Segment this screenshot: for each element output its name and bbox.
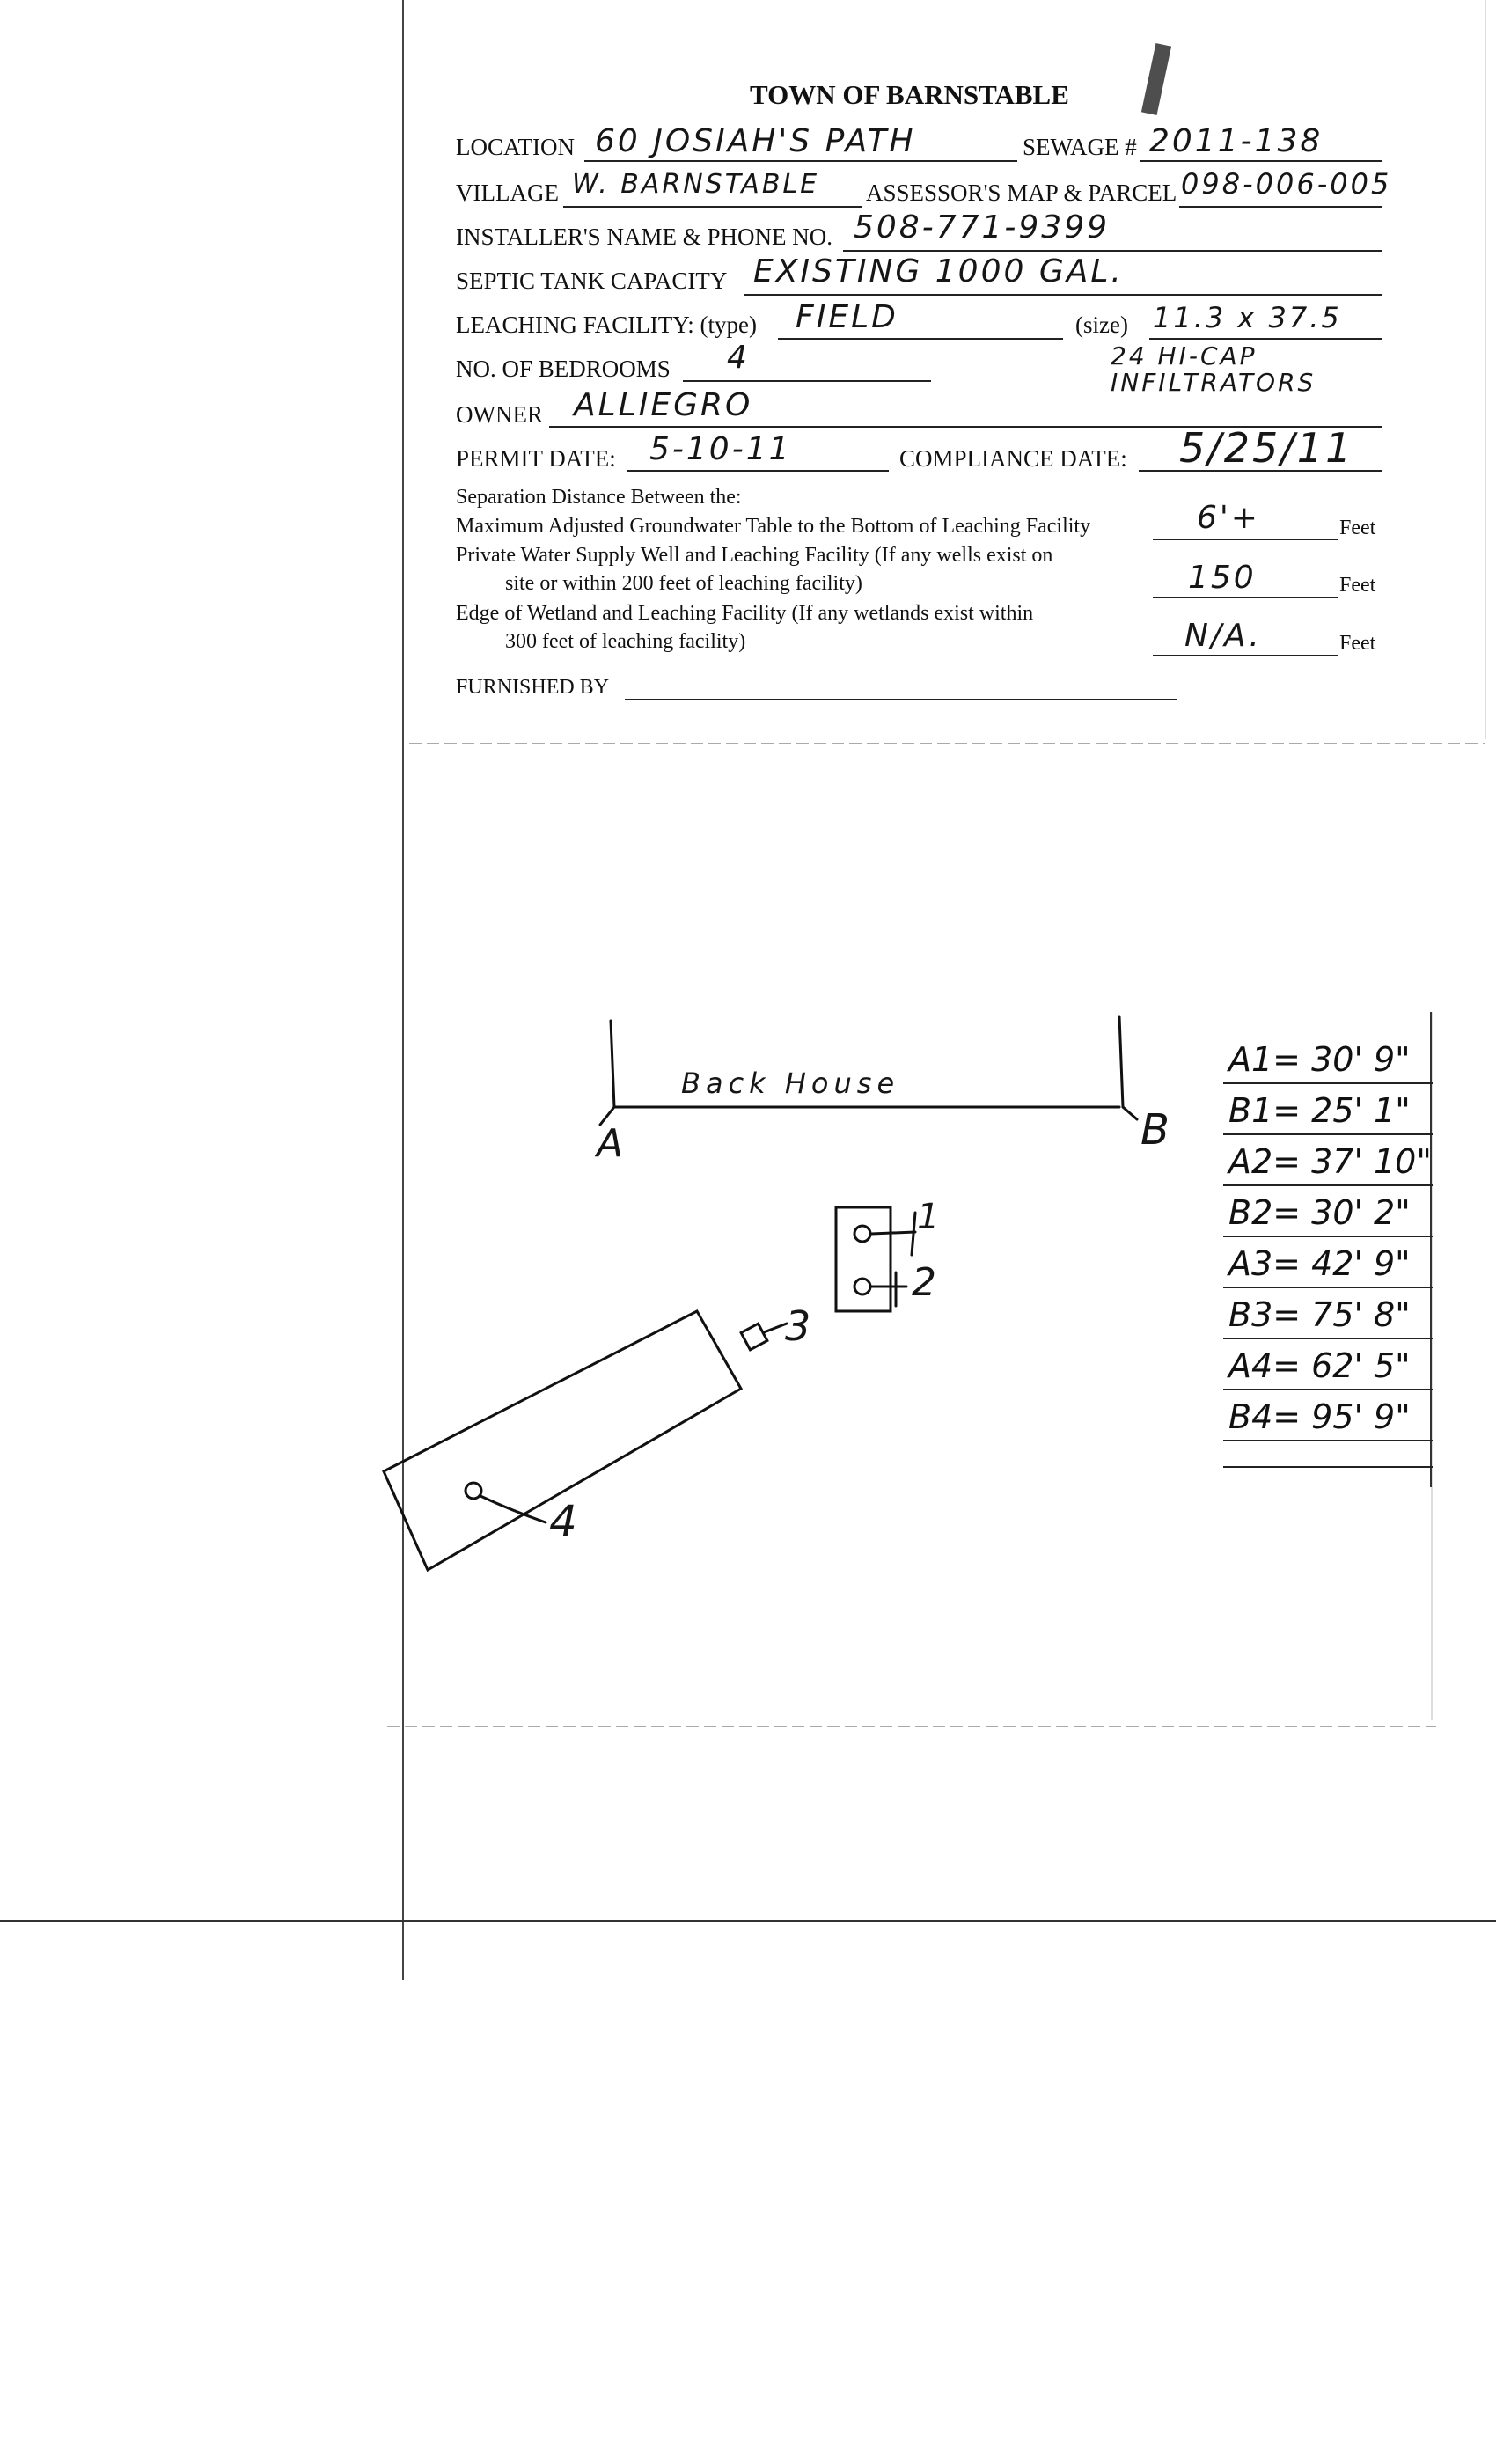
- tank-value: EXISTING 1000 GAL.: [753, 253, 1124, 290]
- installer-value: 508-771-9399: [854, 209, 1111, 246]
- bedrooms-value: 4: [727, 340, 750, 376]
- sep-heading: Separation Distance Between the:: [456, 486, 742, 509]
- corner-b-tick: [1123, 1107, 1137, 1119]
- point-1-label: 1: [917, 1197, 942, 1237]
- compliance-label: COMPLIANCE DATE:: [899, 445, 1127, 472]
- sewage-value: 2011-138: [1149, 123, 1324, 159]
- furnished-label: FURNISHED BY: [456, 676, 610, 699]
- sep1-value: 6'+: [1197, 500, 1260, 536]
- point-1-leader: [871, 1232, 915, 1234]
- sep2-text-a: Private Water Supply Well and Leaching Facility (If any wells exist on: [456, 544, 1053, 567]
- village-label: VILLAGE: [456, 180, 559, 206]
- installer-label: INSTALLER'S NAME & PHONE NO.: [456, 224, 832, 250]
- owner-value: ALLIEGRO: [574, 387, 753, 423]
- measure-b2: B2= 30' 2": [1223, 1184, 1433, 1237]
- size-value: 11.3 x 37.5: [1153, 301, 1342, 334]
- sewage-label: SEWAGE #: [1023, 134, 1137, 160]
- measure-b4: B4= 95' 9": [1223, 1389, 1433, 1441]
- sep2-text-b: site or within 200 feet of leaching facility): [505, 572, 862, 595]
- feet-label-1: Feet: [1339, 517, 1376, 539]
- permit-label: PERMIT DATE:: [456, 445, 616, 472]
- point-4-leader: [480, 1496, 546, 1522]
- leaching-label: LEACHING FACILITY: (type): [456, 312, 757, 338]
- leaching-type-value: FIELD: [796, 299, 898, 335]
- form-title: TOWN OF BARNSTABLE: [750, 79, 1069, 110]
- parcel-label: ASSESSOR'S MAP & PARCEL: [866, 180, 1177, 206]
- measure-b1: B1= 25' 1": [1223, 1082, 1433, 1135]
- location-value: 60 JOSIAH'S PATH: [595, 123, 916, 159]
- village-value: W. BARNSTABLE: [572, 169, 820, 200]
- point-2-label: 2: [912, 1260, 939, 1305]
- measure-a4: A4= 62' 5": [1223, 1338, 1433, 1390]
- point-4-circle: [466, 1483, 481, 1499]
- size-label: (size): [1075, 312, 1128, 338]
- parcel-value: 098-006-005: [1181, 167, 1392, 201]
- size-note: 24 HI-CAP INFILTRATORS: [1111, 341, 1316, 397]
- point-3-leader: [764, 1324, 787, 1332]
- point-1-circle: [854, 1226, 870, 1242]
- house-label: Back House: [681, 1067, 900, 1100]
- house-left-wall: [611, 1021, 614, 1107]
- point-2-circle: [854, 1279, 870, 1294]
- corner-b-label: B: [1140, 1105, 1172, 1155]
- sep3-value: N/A.: [1184, 618, 1262, 654]
- sep3-text-a: Edge of Wetland and Leaching Facility (If any wetlands exist within: [456, 602, 1034, 625]
- sep1-text: Maximum Adjusted Groundwater Table to the Bottom of Leaching Facility: [456, 515, 1091, 538]
- bedrooms-label: NO. OF BEDROOMS: [456, 356, 671, 382]
- sep3-text-b: 300 feet of leaching facility): [505, 630, 746, 653]
- measure-a2: A2= 37' 10": [1223, 1133, 1433, 1186]
- point-3-box: [741, 1324, 767, 1350]
- point-3-label: 3: [785, 1302, 814, 1350]
- compliance-value: 5/25/11: [1179, 424, 1354, 472]
- measure-a3: A3= 42' 9": [1223, 1236, 1433, 1288]
- house-right-wall: [1119, 1016, 1123, 1107]
- measure-a1: A1= 30' 9": [1223, 1031, 1433, 1084]
- sep2-value: 150: [1188, 560, 1257, 596]
- point-4-label: 4: [549, 1496, 580, 1547]
- permit-value: 5-10-11: [649, 431, 792, 467]
- owner-label: OWNER: [456, 401, 543, 428]
- feet-label-3: Feet: [1339, 632, 1376, 655]
- tank-label: SEPTIC TANK CAPACITY: [456, 268, 728, 294]
- measure-b3: B3= 75' 8": [1223, 1287, 1433, 1339]
- measure-blank-row: [1223, 1452, 1433, 1468]
- feet-label-2: Feet: [1339, 574, 1376, 597]
- corner-a-label: A: [597, 1121, 627, 1166]
- location-label: LOCATION: [456, 134, 575, 160]
